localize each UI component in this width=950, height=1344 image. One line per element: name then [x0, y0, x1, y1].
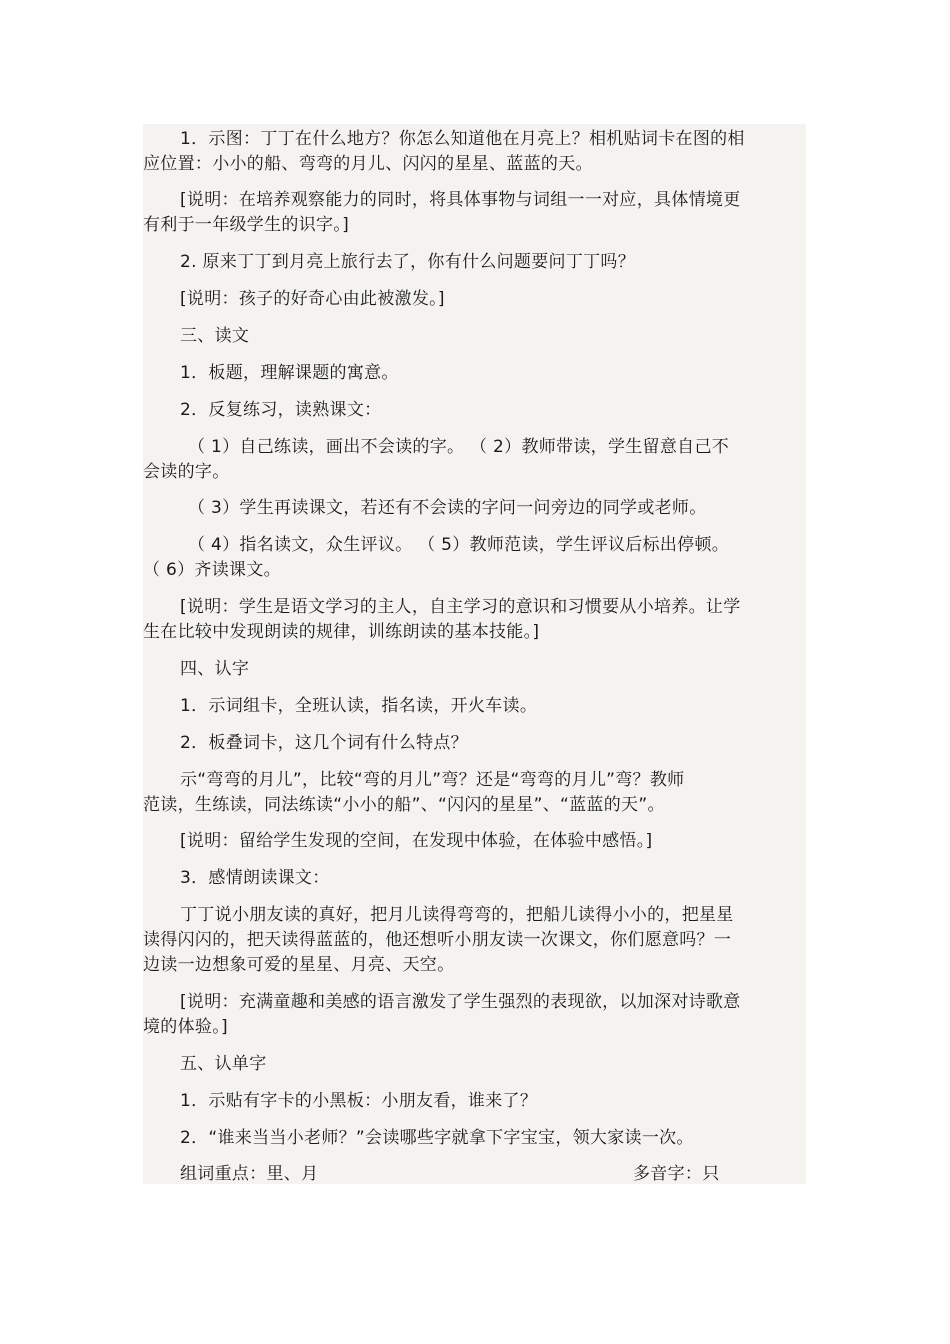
text-line: 应位置：小小的船、弯弯的月儿、闪闪的星星、蓝蓝的天。 [143, 154, 593, 174]
key-words-label: 组词重点：里、月 [180, 1164, 319, 1184]
section-heading: 三、读文 [180, 326, 250, 346]
text-line: 有利于一年级学生的识字。] [143, 215, 350, 235]
text-line: 读得闪闪的，把天读得蓝蓝的，他还想听小朋友读一次课文，你们愿意吗？一 [143, 930, 732, 950]
text-line: （ 6）齐读课文。 [143, 560, 281, 580]
text-line: 1．示词组卡，全班认读，指名读，开火车读。 [180, 696, 538, 716]
text-line: 示“弯弯的月儿”，比较“弯的月儿”弯？还是“弯弯的月儿”弯？教师 [180, 770, 685, 790]
section-heading: 五、认单字 [180, 1054, 267, 1074]
text-line [143, 1162, 806, 1187]
text-line: 边读一边想象可爱的星星、月亮、天空。 [143, 955, 455, 975]
text-line: 2．板叠词卡，这几个词有什么特点？ [180, 733, 468, 753]
text-line: 范读，生练读，同法练读“小小的船”、“闪闪的星星”、“蓝蓝的天”。 [143, 795, 665, 815]
text-line: （ 1）自己练读，画出不会读的字。 （ 2）教师带读，学生留意自己不 [188, 437, 730, 457]
text-line: 会读的字。 [143, 462, 230, 482]
text-line: [说明：学生是语文学习的主人，自主学习的意识和习惯要从小培养。让学 [180, 597, 741, 617]
text-line: [说明：在培养观察能力的同时，将具体事物与词组一一对应，具体情境更 [180, 190, 741, 210]
text-line: 1．板题，理解课题的寓意。 [180, 363, 399, 383]
text-line: 丁丁说小朋友读的真好，把月儿读得弯弯的，把船儿读得小小的，把星星 [180, 905, 734, 925]
text-line: 境的体验。] [143, 1017, 228, 1037]
text-line: [说明：孩子的好奇心由此被激发。] [180, 289, 445, 309]
text-line: [说明：充满童趣和美感的语言激发了学生强烈的表现欲，以加深对诗歌意 [180, 992, 741, 1012]
text-line: 2．反复练习，读熟课文： [180, 400, 382, 420]
polyphonic-label: 多音字：只 [633, 1164, 720, 1184]
text-line: 2．“谁来当当小老师？”会读哪些字就拿下字宝宝，领大家读一次。 [180, 1128, 694, 1148]
text-line: 1．示贴有字卡的小黑板：小朋友看，谁来了？ [180, 1091, 538, 1111]
text-line: 1．示图：丁丁在什么地方？你怎么知道他在月亮上？相机贴词卡在图的相 [180, 129, 745, 149]
text-line: （ 4）指名读文，众生评议。 （ 5）教师范读，学生评议后标出停顿。 [188, 535, 730, 555]
text-line: 生在比较中发现朗读的规律，训练朗读的基本技能。] [143, 622, 540, 642]
text-line: 2. 原来丁丁到月亮上旅行去了，你有什么问题要问丁丁吗？ [180, 252, 636, 272]
text-line: 3．感情朗读课文： [180, 868, 330, 888]
section-heading: 四、认字 [180, 659, 250, 679]
text-line: （ 3）学生再读课文，若还有不会读的字问一问旁边的同学或老师。 [188, 498, 707, 518]
text-line: [说明：留给学生发现的空间，在发现中体验，在体验中感悟。] [180, 831, 653, 851]
